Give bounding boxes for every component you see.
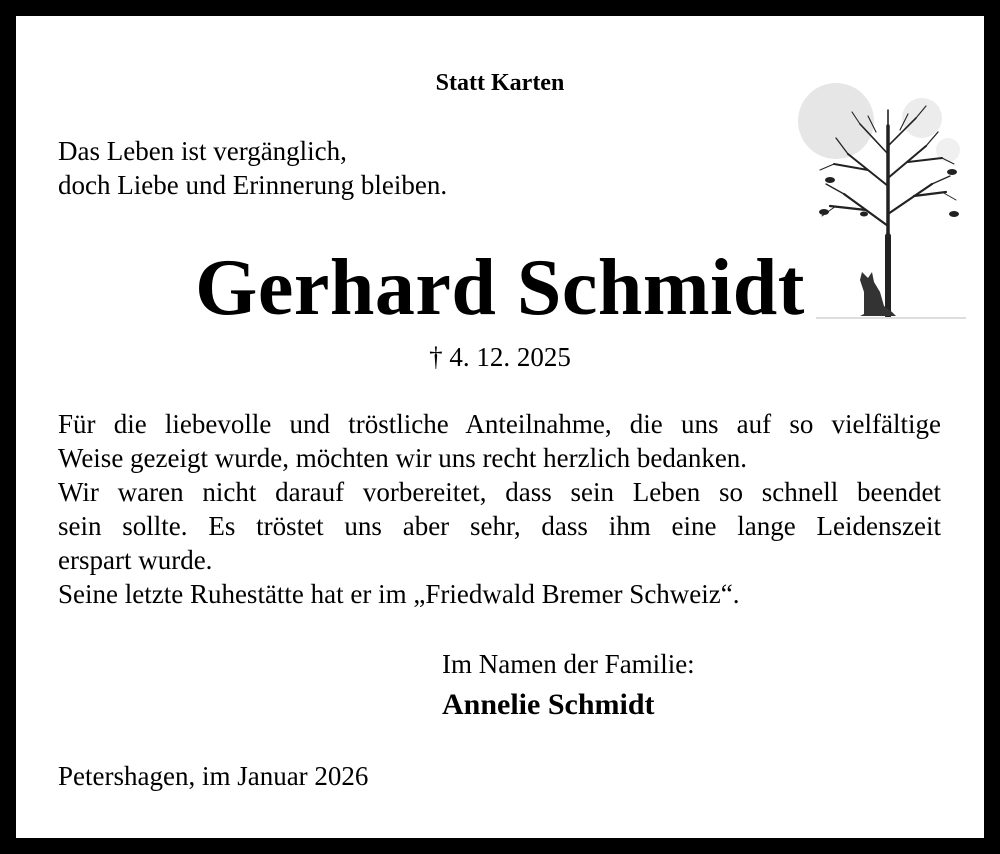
deceased-name: Gerhard Schmidt	[195, 244, 805, 332]
place-date: Petershagen, im Januar 2026	[58, 761, 369, 791]
body-line: erspart wurde.	[58, 545, 213, 575]
sun-circle-large	[798, 83, 874, 159]
sun-circle-small	[902, 98, 942, 138]
death-date: † 4. 12. 2025	[429, 342, 571, 372]
header-statt-karten: Statt Karten	[435, 70, 565, 96]
body-line: sein sollte. Es tröstet uns aber sehr, dass ihm eine lange Leidenszeit	[58, 511, 941, 541]
motto-line-1: Das Leben ist vergänglich,	[58, 136, 347, 166]
family-label: Im Namen der Familie:	[442, 649, 695, 679]
motto	[58, 134, 447, 202]
body-line: Wir waren nicht darauf vorbereitet, dass sein Leben so schnell beendet	[58, 477, 941, 507]
body-line: Seine letzte Ruhestätte hat er im „Friedwald Bremer Schweiz“.	[58, 579, 740, 609]
motto-line-2: doch Liebe und Erinnerung bleiben.	[58, 170, 448, 200]
family-signature-name: Annelie Schmidt	[442, 688, 655, 721]
body-line: Für die liebevolle und tröstliche Anteilnahme, die uns auf so vielfältige	[58, 409, 941, 439]
thank-you-text	[58, 407, 941, 611]
obituary-card	[16, 16, 984, 838]
body-line: Weise gezeigt wurde, möchten wir uns recht herzlich bedanken.	[58, 443, 748, 473]
